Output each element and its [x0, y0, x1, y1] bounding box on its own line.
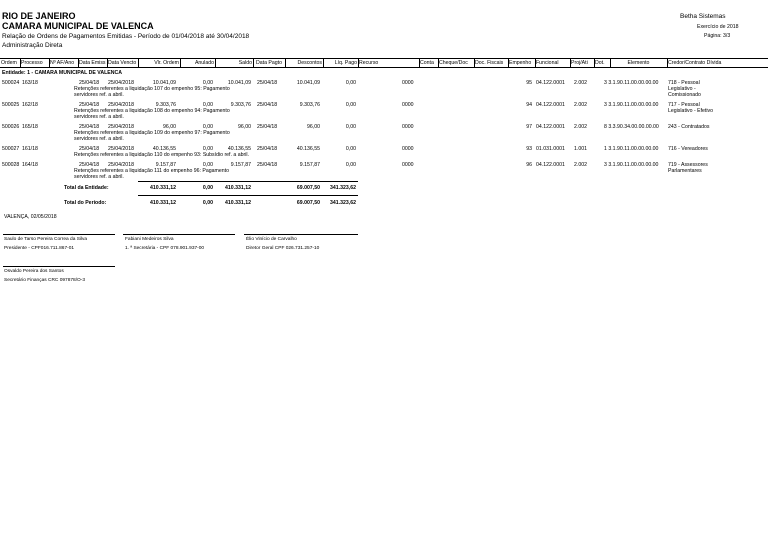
recurso-cell: 0000 [402, 102, 414, 108]
ordem-cell: 500025 [2, 102, 20, 108]
column-header: Descontos [297, 60, 322, 66]
vencto-cell: 25/04/2018 [108, 124, 134, 130]
processo-cell: 162/18 [22, 102, 38, 108]
recurso-cell: 0000 [402, 80, 414, 86]
elemento-cell: 1 3.1.90.11.00.00.00.00 [604, 146, 659, 152]
valor-cell: 10.041,09 [152, 80, 176, 86]
signature-name: Saulo de Tarso Pereira Correa da Silva [4, 237, 88, 242]
saldo-cell: 96,00 [238, 124, 251, 130]
pagto-cell: 25/04/18 [257, 124, 278, 130]
state-title: RIO DE JANEIRO [2, 11, 76, 21]
column-header: Cheque/Doc [439, 60, 468, 66]
ordem-cell: 500024 [2, 80, 20, 86]
column-header: Conta [420, 60, 434, 66]
empenho-cell: 93 [526, 146, 532, 152]
vencto-cell: 25/04/2018 [108, 162, 134, 168]
total-saldo: 410.331,12 [225, 200, 251, 206]
company-name: Betha Sistemas [680, 13, 726, 20]
column-header: Saldo [238, 60, 252, 66]
column-header: Processo [21, 60, 43, 66]
liquido-cell: 0,00 [345, 162, 356, 168]
emissao-cell: 25/04/18 [79, 146, 100, 152]
place-date: VALENÇA, 02/05/2018 [4, 214, 57, 220]
credor-cell: 718 - Pessoal [668, 80, 700, 86]
ordem-cell: 500027 [2, 146, 20, 152]
column-header: Proj/Ati [571, 60, 588, 66]
ordem-cell: 500026 [2, 124, 20, 130]
credor-cell: Legislativo - Efetivo [668, 108, 713, 114]
projati-cell: 2.002 [574, 102, 587, 108]
credor-cell: Parlamentares [668, 168, 702, 174]
credor-cell: Legislativo - [668, 86, 696, 92]
signature-name: Osvaldo Pereira dos Santos [4, 269, 64, 274]
column-header: Data Vencto [108, 60, 137, 66]
emissao-cell: 25/04/18 [79, 162, 100, 168]
signature-role: Secretário Finanças CRC 097878/O-3 [4, 278, 86, 283]
funcional-cell: 04.122.0001 [536, 124, 565, 130]
column-header: Doc. Fiscais [475, 60, 504, 66]
column-header: Vlr. Ordem [154, 60, 179, 66]
empenho-cell: 95 [526, 80, 532, 86]
anulado-cell: 0,00 [202, 124, 213, 130]
empenho-cell: 97 [526, 124, 532, 130]
funcional-cell: 04.122.0001 [536, 162, 565, 168]
total-saldo: 410.331,12 [225, 185, 251, 191]
credor-cell: 719 - Assessores [668, 162, 708, 168]
elemento-cell: 3 3.1.90.11.00.00.00.00 [604, 162, 659, 168]
column-header: Funcional [536, 60, 559, 66]
emissao-cell: 25/04/18 [79, 102, 100, 108]
column-header: Data Emiss [79, 60, 106, 66]
projati-cell: 1.001 [574, 146, 587, 152]
funcional-cell: 04.122.0001 [536, 80, 565, 86]
signature-role: Diretor Geral CPF 026.731.257-10 [246, 246, 320, 251]
saldo-cell: 40.136,55 [227, 146, 251, 152]
description-line: Retenções referentes a liquidação 109 do empenho 97: Pagamento [74, 130, 230, 136]
column-header: Elemento [627, 60, 650, 66]
anulado-cell: 0,00 [202, 162, 213, 168]
total-liquido: 341.323,62 [330, 185, 356, 191]
valor-cell: 40.136,55 [152, 146, 176, 152]
credor-cell: 243 - Contratados [668, 124, 710, 130]
description-line: Retenções referentes a liquidação 111 do empenho 96: Pagamento [74, 168, 229, 174]
description-line: Retenções referentes a liquidação 110 do empenho 93: Subsídio ref. a abril. [74, 152, 249, 158]
descontos-cell: 40.136,55 [296, 146, 320, 152]
column-header: Empenho [509, 60, 532, 66]
total-label: Total do Período: [64, 200, 107, 206]
total-valor: 410.331,12 [150, 185, 176, 191]
exercise-year: Exercício de 2018 [697, 24, 739, 30]
funcional-cell: 04.122.0001 [536, 102, 565, 108]
saldo-cell: 9.303,76 [230, 102, 251, 108]
column-header: Data Pagto [256, 60, 282, 66]
descontos-cell: 9.157,87 [299, 162, 320, 168]
total-valor: 410.331,12 [150, 200, 176, 206]
descontos-cell: 10.041,09 [296, 80, 320, 86]
vencto-cell: 25/04/2018 [108, 146, 134, 152]
saldo-cell: 9.157,87 [230, 162, 251, 168]
entity-title: CAMARA MUNICIPAL DE VALENCA [2, 21, 154, 31]
anulado-cell: 0,00 [202, 146, 213, 152]
recurso-cell: 0000 [402, 146, 414, 152]
emissao-cell: 25/04/18 [79, 80, 100, 86]
signature-role: 1. ª Secretária - CPF 078.901.937-00 [125, 246, 205, 251]
total-anulado: 0,00 [202, 185, 213, 191]
liquido-cell: 0,00 [345, 80, 356, 86]
projati-cell: 2.002 [574, 80, 587, 86]
description-line: Retenções referentes a liquidação 108 do empenho 94: Pagamento [74, 108, 230, 114]
elemento-cell: 3 3.1.90.11.00.00.00.00 [604, 102, 659, 108]
signature-name: Élio Vinício de Carvalho [246, 237, 297, 242]
description-line: servidores ref. a abril. [74, 92, 124, 98]
liquido-cell: 0,00 [345, 102, 356, 108]
elemento-cell: 3 3.1.90.11.00.00.00.00 [604, 80, 659, 86]
column-header: Anulado [194, 60, 214, 66]
admin-label: Administração Direta [2, 42, 63, 49]
total-liquido: 341.323,62 [330, 200, 356, 206]
pagto-cell: 25/04/18 [257, 80, 278, 86]
description-line: servidores ref. a abril. [74, 114, 124, 120]
column-header: Credor/Contrato Dívida [668, 60, 722, 66]
total-label: Total da Entidade: [64, 185, 109, 191]
ordem-cell: 500028 [2, 162, 20, 168]
column-header: Recurso [359, 60, 379, 66]
description-line: Retenções referentes a liquidação 107 do empenho 95: Pagamento [74, 86, 230, 92]
column-header: Líq. Pago [334, 60, 357, 66]
processo-cell: 164/18 [22, 162, 38, 168]
total-descontos: 69.007,50 [296, 200, 320, 206]
anulado-cell: 0,00 [202, 80, 213, 86]
empenho-cell: 96 [526, 162, 532, 168]
processo-cell: 163/18 [22, 80, 38, 86]
report-subtitle: Relação de Ordens de Pagamentos Emitidas - Período de 01/04/2018 até 30/04/2018 [2, 33, 250, 40]
projati-cell: 2.002 [574, 162, 587, 168]
pagto-cell: 25/04/18 [257, 146, 278, 152]
column-header: Ordem [1, 60, 17, 66]
recurso-cell: 0000 [402, 124, 414, 130]
valor-cell: 9.157,87 [155, 162, 176, 168]
credor-cell: 717 - Pessoal [668, 102, 700, 108]
emissao-cell: 25/04/18 [79, 124, 100, 130]
vencto-cell: 25/04/2018 [108, 102, 134, 108]
recurso-cell: 0000 [402, 162, 414, 168]
page-number: Página: 3/3 [704, 33, 731, 39]
liquido-cell: 0,00 [345, 124, 356, 130]
projati-cell: 2.002 [574, 124, 587, 130]
column-header: Nº AF/Ano [50, 60, 75, 66]
description-line: servidores ref. a abril. [74, 174, 124, 180]
credor-cell: Comissionado [668, 92, 701, 98]
total-anulado: 0,00 [202, 200, 213, 206]
liquido-cell: 0,00 [345, 146, 356, 152]
empenho-cell: 94 [526, 102, 532, 108]
valor-cell: 9.303,76 [155, 102, 176, 108]
anulado-cell: 0,00 [202, 102, 213, 108]
pagto-cell: 25/04/18 [257, 102, 278, 108]
descontos-cell: 9.303,76 [299, 102, 320, 108]
entity-section-title: Entidade: 1 - CAMARA MUNICIPAL DE VALENCA [2, 70, 122, 76]
credor-cell: 716 - Vereadores [668, 146, 708, 152]
processo-cell: 161/18 [22, 146, 38, 152]
total-descontos: 69.007,50 [296, 185, 320, 191]
pagto-cell: 25/04/18 [257, 162, 278, 168]
description-line: servidores ref. a abril. [74, 136, 124, 142]
funcional-cell: 01.031.0001 [536, 146, 565, 152]
saldo-cell: 10.041,09 [227, 80, 251, 86]
processo-cell: 165/18 [22, 124, 38, 130]
valor-cell: 96,00 [163, 124, 176, 130]
vencto-cell: 25/04/2018 [108, 80, 134, 86]
signature-name: Fabiani Medeiros Silva [125, 237, 174, 242]
elemento-cell: 8 3.3.90.34.00.00.00.00 [604, 124, 659, 130]
signature-role: Presidente - CPF016.711.867-01 [4, 246, 75, 251]
descontos-cell: 96,00 [307, 124, 320, 130]
column-header: Dot. [595, 60, 605, 66]
